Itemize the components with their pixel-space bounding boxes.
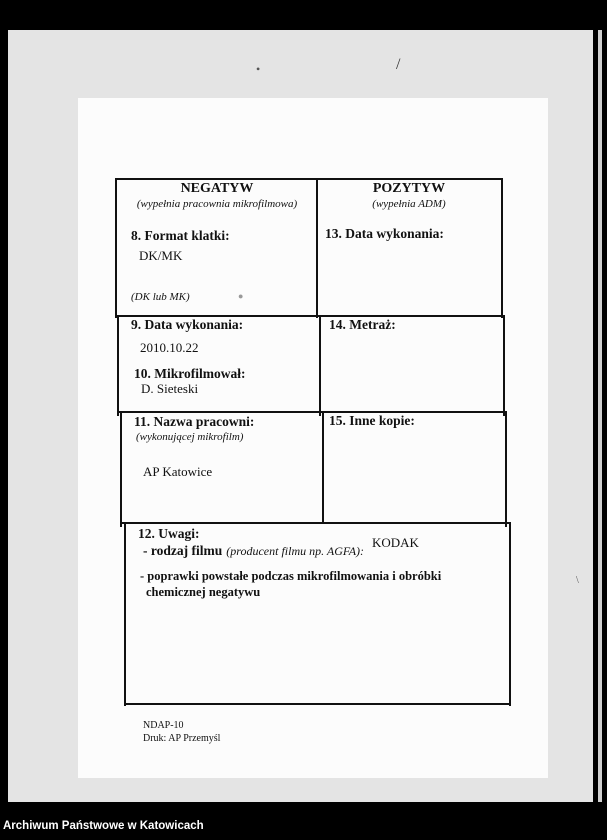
field-13-label: 13. Data wykonania:: [325, 226, 444, 241]
pozytyw-subtitle: (wypełnia ADM): [372, 198, 446, 210]
film-edge-strip: [598, 30, 602, 802]
field-8-label: 8. Format klatki:: [131, 228, 230, 243]
note-line-1: - poprawki powstałe podczas mikrofilmowania i obróbki: [140, 569, 442, 583]
field-10-label: 10. Mikrofilmował:: [134, 366, 246, 381]
film-type-line: [143, 542, 364, 560]
field-12-label: 12. Uwagi:: [138, 526, 200, 541]
scan-speck: •: [256, 62, 261, 76]
scan-stroke: /: [396, 56, 401, 73]
negatyw-title: NEGATYW: [180, 181, 254, 196]
field-11-label: 11. Nazwa pracowni:: [134, 414, 255, 429]
field-11-hint: (wykonującej mikrofilm): [136, 431, 244, 443]
negatyw-subtitle: (wypełnia pracownia mikrofilmowa): [136, 198, 298, 210]
scan-speck-right: \: [576, 575, 579, 586]
field-9-value: 2010.10.22: [140, 340, 199, 355]
field-9-label: 9. Data wykonania:: [131, 317, 244, 332]
field-14-label: 14. Metraż:: [329, 317, 396, 332]
field-10-value: D. Sieteski: [141, 381, 199, 396]
scan-dot: ●: [238, 291, 244, 301]
field-11-value: AP Katowice: [143, 464, 213, 479]
film-type-label: - rodzaj filmu: [143, 543, 223, 558]
field-8-hint: (DK lub MK): [131, 291, 190, 303]
field-15-label: 15. Inne kopie:: [329, 413, 415, 428]
print-info: Druk: AP Przemyśl: [143, 733, 221, 744]
film-type-hint: (producent filmu np. AGFA):: [226, 544, 365, 558]
note-line-2: chemicznej negatywu: [146, 585, 261, 599]
archive-caption: Archiwum Państwowe w Katowicach: [3, 820, 204, 832]
pozytyw-title: POZYTYW: [372, 181, 446, 196]
form-code: NDAP-10: [143, 720, 184, 731]
field-8-value: DK/MK: [139, 248, 183, 263]
film-type-value: KODAK: [372, 535, 419, 550]
